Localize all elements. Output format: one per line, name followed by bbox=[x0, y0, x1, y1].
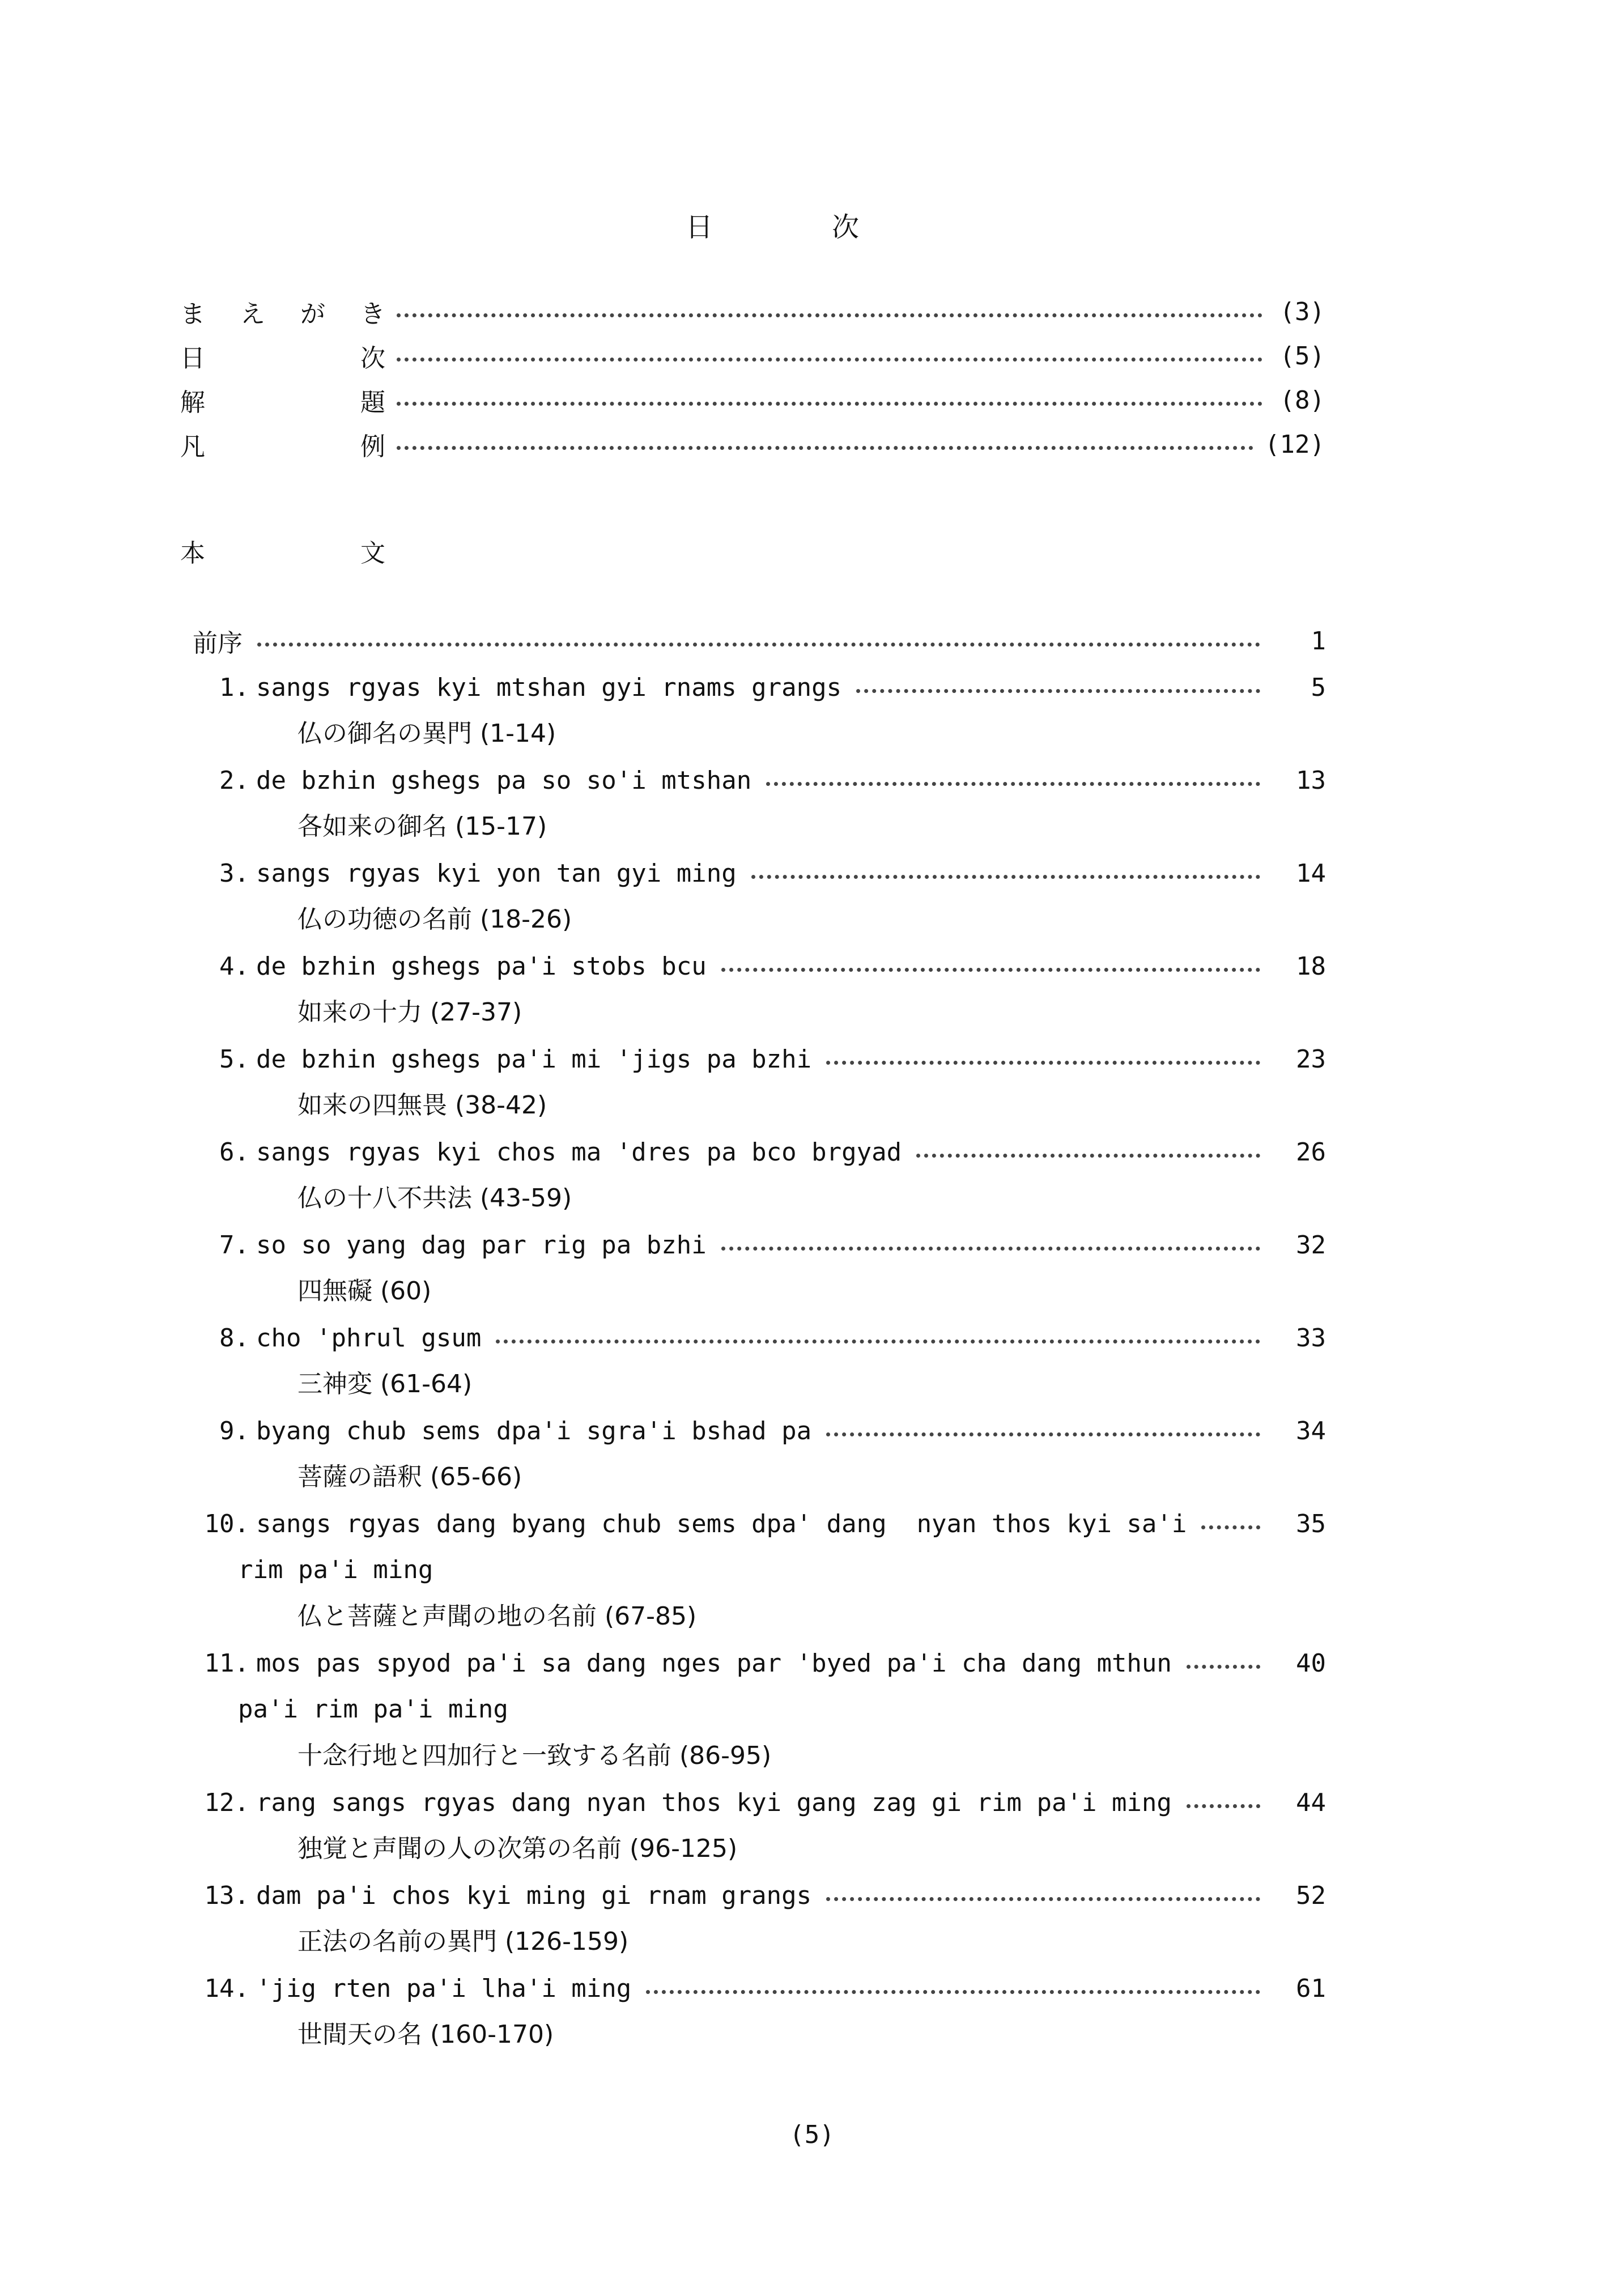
table-of-contents bbox=[193, 618, 1326, 2058]
page-title: 日 次 bbox=[686, 211, 860, 243]
entry-page: 14 bbox=[1296, 858, 1326, 888]
front-matter-item[interactable] bbox=[180, 295, 1325, 329]
entry-title: mos pas spyod pa'i sa dang nges par 'byed pa'i cha dang mthun bbox=[256, 1648, 1172, 1678]
entry-line bbox=[193, 1872, 1326, 1919]
entry-number: 4. bbox=[219, 951, 249, 981]
dot-leader bbox=[721, 968, 1260, 972]
label-char: ま bbox=[180, 300, 205, 329]
dot-leader bbox=[856, 689, 1260, 693]
entry-title: so so yang dag par rig pa bzhi bbox=[256, 1230, 707, 1260]
entry-number: 13. bbox=[204, 1881, 249, 1910]
entry-japanese-title: 仏の御名の異門 (1-14) bbox=[297, 719, 556, 748]
front-matter-label bbox=[180, 426, 385, 462]
entry-japanese-title: 正法の名前の異門 (126-159) bbox=[297, 1927, 629, 1956]
entry-page: 35 bbox=[1296, 1509, 1326, 1538]
dot-leader bbox=[397, 446, 1253, 450]
entry-japanese-title: 如来の十力 (27-37) bbox=[297, 998, 522, 1027]
label-char: き bbox=[360, 300, 385, 329]
entry-page: 52 bbox=[1296, 1881, 1326, 1910]
dot-leader bbox=[766, 782, 1260, 786]
front-matter-label bbox=[180, 338, 385, 374]
dot-leader bbox=[826, 1432, 1260, 1436]
entry-title: sangs rgyas kyi yon tan gyi ming bbox=[256, 858, 737, 888]
entry-title: de bzhin gshegs pa'i stobs bcu bbox=[256, 951, 707, 981]
dot-leader bbox=[826, 1897, 1260, 1901]
entry-japanese-title: 世間天の名 (160-170) bbox=[297, 2020, 554, 2049]
front-matter-page: (12) bbox=[1265, 430, 1325, 459]
front-matter-item[interactable] bbox=[180, 383, 1325, 417]
entry-line bbox=[193, 1500, 1326, 1547]
front-matter-label bbox=[180, 382, 385, 418]
dot-leader bbox=[1201, 1525, 1260, 1529]
label-char: 題 bbox=[360, 388, 385, 417]
dot-leader bbox=[1187, 1665, 1260, 1669]
dot-leader bbox=[916, 1154, 1260, 1158]
entry-page: 18 bbox=[1296, 951, 1326, 981]
entry-title: byang chub sems dpa'i sgra'i bshad pa bbox=[256, 1416, 812, 1445]
toc-entry[interactable] bbox=[193, 1779, 1326, 1872]
toc-entry[interactable] bbox=[193, 1872, 1326, 1965]
toc-entry[interactable] bbox=[193, 1408, 1326, 1500]
entry-line bbox=[193, 664, 1326, 711]
entry-japanese-title: 各如来の御名 (15-17) bbox=[297, 812, 547, 841]
entry-title-continuation: pa'i rim pa'i ming bbox=[238, 1695, 508, 1724]
label-char: 日 bbox=[180, 344, 205, 373]
toc-entry[interactable] bbox=[193, 1036, 1326, 1129]
front-matter-page: (3) bbox=[1279, 297, 1325, 326]
toc-entry[interactable] bbox=[193, 1315, 1326, 1408]
toc-entry[interactable] bbox=[193, 757, 1326, 850]
dot-leader bbox=[751, 875, 1260, 879]
entry-line bbox=[193, 850, 1326, 896]
entry-title: dam pa'i chos kyi ming gi rnam grangs bbox=[256, 1881, 812, 1910]
entry-title: de bzhin gshegs pa so so'i mtshan bbox=[256, 766, 752, 795]
entry-japanese-title: 仏と菩薩と声聞の地の名前 (67-85) bbox=[297, 1602, 697, 1631]
entry-line bbox=[193, 1036, 1326, 1082]
dot-leader bbox=[397, 402, 1262, 406]
entry-title: sangs rgyas dang byang chub sems dpa' dang nyan thos kyi sa'i bbox=[256, 1509, 1187, 1538]
entry-page: 40 bbox=[1296, 1648, 1326, 1678]
entry-japanese-title: 菩薩の語釈 (65-66) bbox=[297, 1462, 522, 1491]
entry-number: 11. bbox=[204, 1648, 249, 1678]
front-matter-label bbox=[180, 294, 385, 330]
toc-entry[interactable] bbox=[193, 1129, 1326, 1222]
entry-number: 12. bbox=[204, 1788, 249, 1817]
entry-number: 7. bbox=[219, 1230, 249, 1260]
entry-number: 14. bbox=[204, 1974, 249, 2003]
entry-japanese-title: 仏の功徳の名前 (18-26) bbox=[297, 905, 572, 934]
front-matter-page: (8) bbox=[1279, 385, 1325, 415]
entry-japanese-title: 三神変 (61-64) bbox=[297, 1370, 473, 1398]
entry-page: 61 bbox=[1296, 1974, 1326, 2003]
entry-page: 32 bbox=[1296, 1230, 1326, 1260]
label-char: 解 bbox=[180, 388, 205, 417]
front-matter-item[interactable] bbox=[180, 339, 1325, 373]
entry-line bbox=[193, 1779, 1326, 1826]
front-matter-page: (5) bbox=[1279, 341, 1325, 371]
label-char: 例 bbox=[360, 432, 385, 461]
entry-number: 3. bbox=[219, 858, 249, 888]
entry-line bbox=[193, 1129, 1326, 1175]
entry-japanese-title: 四無礙 (60) bbox=[297, 1277, 432, 1306]
entry-title-continuation: rim pa'i ming bbox=[238, 1555, 433, 1584]
entry-page: 44 bbox=[1296, 1788, 1326, 1817]
entry-line bbox=[193, 1965, 1326, 2012]
entry-page: 13 bbox=[1296, 766, 1326, 795]
entry-line bbox=[193, 1640, 1326, 1686]
entry-title: 前序 bbox=[193, 629, 243, 658]
entry-page: 5 bbox=[1311, 673, 1326, 702]
entry-page: 1 bbox=[1311, 626, 1326, 656]
entry-number: 8. bbox=[219, 1323, 249, 1353]
entry-number: 9. bbox=[219, 1416, 249, 1445]
toc-entry[interactable] bbox=[193, 943, 1326, 1036]
front-matter-item[interactable] bbox=[180, 427, 1325, 461]
entry-line bbox=[193, 943, 1326, 989]
entry-title: cho 'phrul gsum bbox=[256, 1323, 482, 1353]
toc-entry[interactable] bbox=[193, 1222, 1326, 1315]
toc-entry[interactable] bbox=[193, 1500, 1326, 1640]
entry-title: rang sangs rgyas dang nyan thos kyi gang zag gi rim pa'i ming bbox=[256, 1788, 1172, 1817]
entry-number: 2. bbox=[219, 766, 249, 795]
entry-japanese-title: 独覚と声聞の人の次第の名前 (96-125) bbox=[297, 1834, 738, 1863]
entry-line bbox=[193, 757, 1326, 803]
entry-title: 'jig rten pa'i lha'i ming bbox=[256, 1974, 632, 2003]
dot-leader bbox=[646, 1990, 1260, 1994]
label-char: が bbox=[300, 300, 325, 329]
dot-leader bbox=[496, 1340, 1260, 1343]
dot-leader bbox=[397, 313, 1262, 317]
dot-leader bbox=[721, 1247, 1260, 1251]
entry-page: 23 bbox=[1296, 1044, 1326, 1074]
entry-japanese-title: 仏の十八不共法 (43-59) bbox=[297, 1184, 572, 1213]
label-char: 次 bbox=[360, 344, 385, 373]
entry-page: 34 bbox=[1296, 1416, 1326, 1445]
entry-japanese-title: 如来の四無畏 (38-42) bbox=[297, 1091, 547, 1120]
entry-line bbox=[193, 1315, 1326, 1361]
entry-number: 6. bbox=[219, 1137, 249, 1167]
toc-entry-preface[interactable] bbox=[193, 618, 1326, 664]
entry-number: 5. bbox=[219, 1044, 249, 1074]
dot-leader bbox=[257, 643, 1260, 647]
dot-leader bbox=[1187, 1804, 1260, 1808]
entry-line bbox=[193, 1222, 1326, 1268]
toc-entry[interactable] bbox=[193, 664, 1326, 757]
label-char: え bbox=[240, 300, 265, 329]
entry-number: 10. bbox=[204, 1509, 249, 1538]
entry-title: de bzhin gshegs pa'i mi 'jigs pa bzhi bbox=[256, 1044, 812, 1074]
entry-japanese-title: 十念行地と四加行と一致する名前 (86-95) bbox=[297, 1741, 772, 1770]
entry-title: sangs rgyas kyi mtshan gyi rnams grangs bbox=[256, 673, 842, 702]
body-heading: 本 文 bbox=[180, 539, 385, 568]
dot-leader bbox=[397, 358, 1262, 362]
page-number: (5) bbox=[789, 2120, 835, 2149]
entry-page: 26 bbox=[1296, 1137, 1326, 1167]
entry-title: sangs rgyas kyi chos ma 'dres pa bco brgyad bbox=[256, 1137, 902, 1167]
label-char: 凡 bbox=[180, 432, 205, 461]
entry-number: 1. bbox=[219, 673, 249, 702]
toc-entry[interactable] bbox=[193, 850, 1326, 943]
entry-line bbox=[193, 1408, 1326, 1454]
toc-entry[interactable] bbox=[193, 1965, 1326, 2058]
toc-entry[interactable] bbox=[193, 1640, 1326, 1779]
entry-page: 33 bbox=[1296, 1323, 1326, 1353]
dot-leader bbox=[826, 1061, 1260, 1065]
